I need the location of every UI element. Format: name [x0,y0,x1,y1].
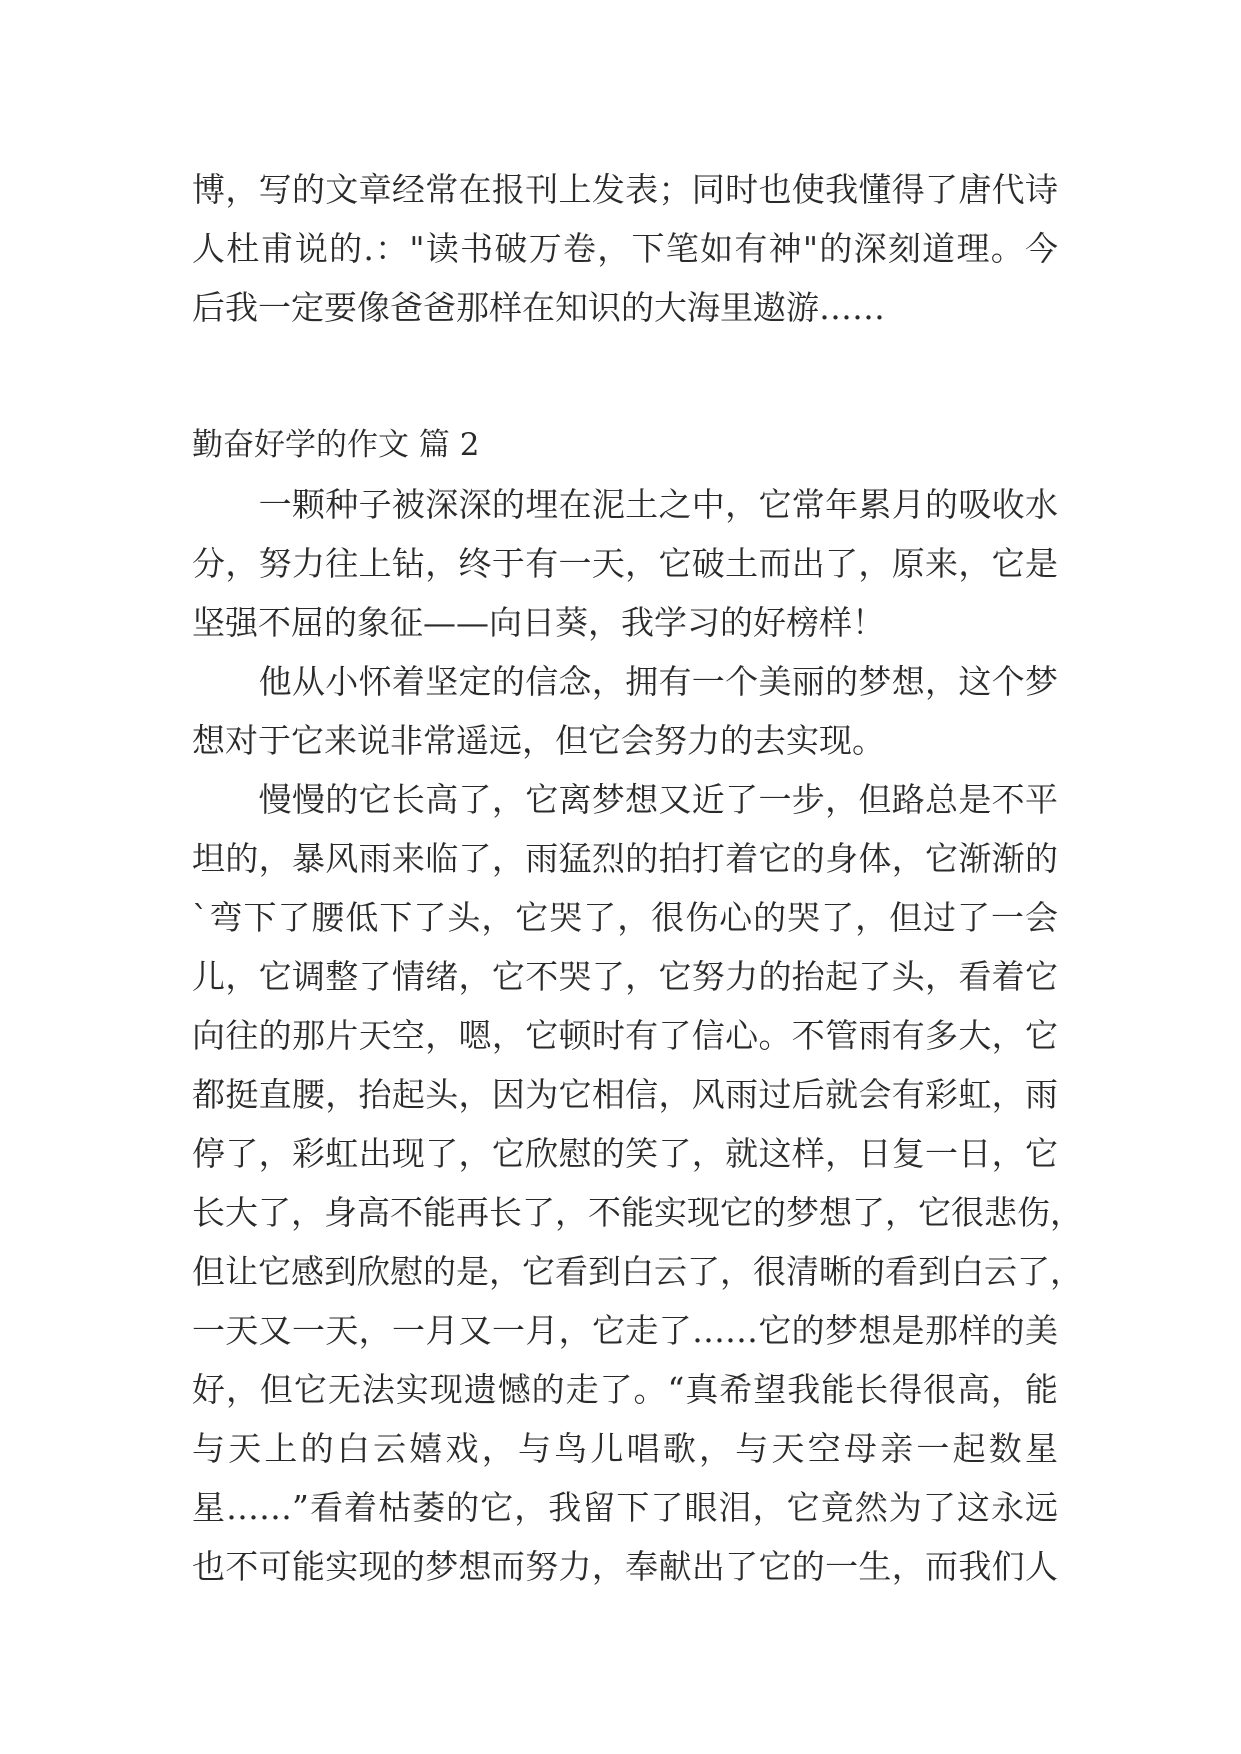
text-line: 分，努力往上钻，终于有一天，它破土而出了，原来，它是 [192,544,1058,583]
text-line: 坚强不屈的象征——向日葵，我学习的好榜样！ [192,603,885,642]
text-line: 博，写的文章经常在报刊上发表；同时也使我懂得了唐代诗 [192,170,1058,209]
text-line: 停了，彩虹出现了，它欣慰的笑了，就这样，日复一日，它 [192,1134,1058,1173]
text-line: 后我一定要像爸爸那样在知识的大海里遨游…… [192,288,885,327]
section-heading: 勤奋好学的作文 篇 2 [192,427,480,463]
document-page [192,160,1083,1596]
text-line: 与天上的白云嬉戏，与鸟儿唱歌，与天空母亲一起数星 [192,1429,1058,1468]
text-line: 一颗种子被深深的埋在泥土之中，它常年累月的吸收水 [192,485,1058,524]
paragraph-gap [192,337,1058,416]
text-line: 长大了，身高不能再长了，不能实现它的梦想了，它很悲伤， [192,1193,1083,1232]
text-line: 都挺直腰，抬起头，因为它相信，风雨过后就会有彩虹，雨 [192,1075,1058,1114]
text-line: `弯下了腰低下了头，它哭了，很伤心的哭了，但过了一会 [192,898,1058,937]
text-line: 儿，它调整了情绪，它不哭了，它努力的抬起了头，看着它 [192,957,1058,996]
text-line: 坦的，暴风雨来临了，雨猛烈的拍打着它的身体，它渐渐的 [192,839,1058,878]
text-line: 星……”看着枯萎的它，我留下了眼泪，它竟然为了这永远 [192,1488,1058,1527]
paragraph-1 [192,475,1058,652]
text-line: 好，但它无法实现遗憾的走了。“真希望我能长得很高，能 [192,1370,1058,1409]
paragraph-2 [192,652,1058,770]
text-line: 但让它感到欣慰的是，它看到白云了，很清晰的看到白云了， [192,1252,1083,1291]
text-line: 人杜甫说的.："读书破万卷，下笔如有神"的深刻道理。今 [192,229,1058,268]
text-line: 一天又一天，一月又一月，它走了……它的梦想是那样的美 [192,1311,1058,1350]
text-line: 想对于它来说非常遥远，但它会努力的去实现。 [192,721,885,760]
text-line: 慢慢的它长高了，它离梦想又近了一步，但路总是不平 [192,780,1058,819]
text-line: 也不可能实现的梦想而努力，奉献出了它的一生，而我们人 [192,1547,1058,1586]
intro-paragraph [192,160,1058,337]
paragraph-3 [192,770,1083,1596]
text-line: 他从小怀着坚定的信念，拥有一个美丽的梦想，这个梦 [192,662,1058,701]
text-line: 向往的那片天空，嗯，它顿时有了信心。不管雨有多大，它 [192,1016,1058,1055]
